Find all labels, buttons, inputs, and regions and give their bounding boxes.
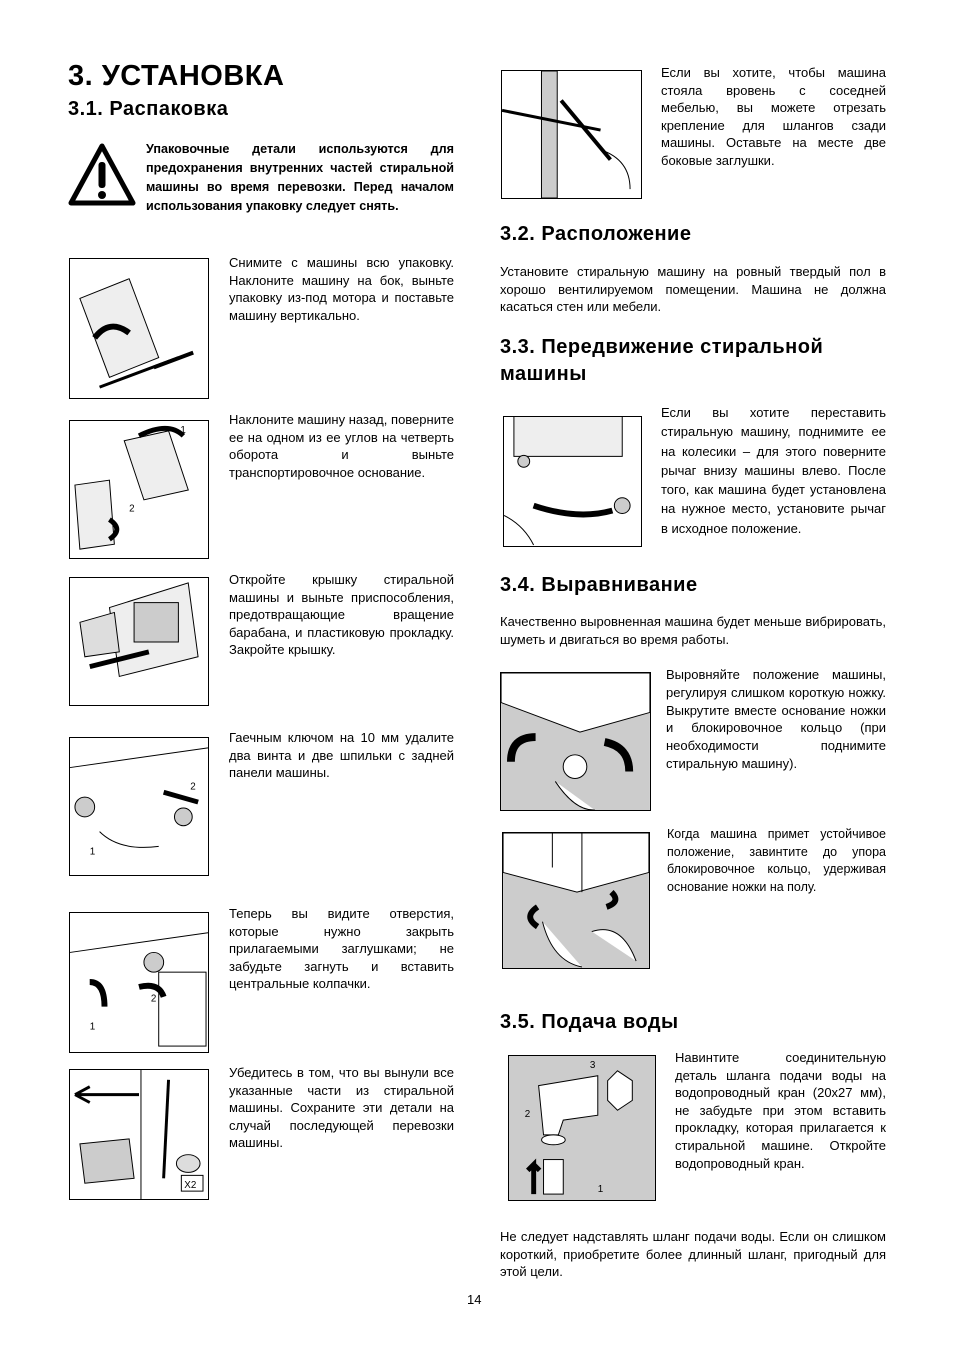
warning-icon [68, 142, 136, 206]
svg-text:2: 2 [150, 993, 157, 1005]
svg-text:2: 2 [190, 781, 196, 793]
svg-text:2: 2 [129, 503, 135, 515]
water-supply-text: Навинтите соединительную деталь шланга подачи воды на водопроводный кран (20x27 мм), не забудьте при этом вставить прокладку, которая прилагается к стиральной машине. Откройте водопроводный кран. [675, 1050, 886, 1171]
step-2-text: Наклоните машину назад, поверните ее на одном из ее углов на четверть оборота и выньте транспортировочное основание. [229, 412, 454, 480]
step-label-3: 3 [589, 1059, 596, 1071]
illustration-adjust-foot [500, 672, 651, 811]
illustration-remove-base [69, 420, 209, 559]
warning-text: Упаковочные детали используются для предохранения внутренних частей стиральной машины во время перевозки. Перед началом использования упаковку следует снять. [146, 142, 454, 213]
illustration-insert-plugs [69, 912, 209, 1053]
illustration-parts-to-keep [69, 1069, 209, 1200]
leveling-intro: Качественно выровненная машина будет меньше вибрировать, шуметь и двигаться во время работы. [500, 614, 886, 647]
water-supply-note: Не следует надставлять шланг подачи воды. Если он слишком короткий, приобретите более длинный шланг, пригодный для этой цели. [500, 1229, 886, 1280]
illustration-remove-packaging [69, 258, 209, 399]
illustration-remove-screws [69, 737, 209, 876]
step-3-text: Откройте крышку стиральной машины и выньте приспособления, предотвращающие вращение барабана, и пластиковую прокладку. Закройте крышку. [229, 572, 454, 658]
svg-text:1: 1 [89, 1021, 96, 1033]
illustration-connect-hose [508, 1055, 656, 1201]
step-6-text: Убедитесь в том, что вы вынули все указанные части из стиральной машины. Сохраните эти детали на случай последующей перевозки машины. [229, 1065, 454, 1151]
quantity-label: X2 [184, 1180, 197, 1192]
page-number: 14 [467, 1292, 482, 1307]
illustration-move-lever [503, 416, 642, 547]
page-title: 3. УСТАНОВКА [68, 60, 285, 92]
leveling-step-2: Когда машина примет устойчивое положение, завинтите до упора блокировочное кольцо, удерживая основание ножки на полу. [667, 827, 886, 894]
section-heading-location: 3.2. Расположение [500, 223, 692, 245]
svg-text:1: 1 [180, 424, 186, 436]
step-1-text: Снимите с машины всю упаковку. Наклоните машину на бок, выньте упаковку из-под мотора и поставьте машину вертикально. [229, 255, 454, 323]
leveling-step-1: Выровняйте положение машины, регулируя слишком короткую ножку. Выкрутите вместе основание ножки и блокировочное кольцо (при необходимости поднимите стиральную машину). [666, 667, 886, 771]
section-heading-leveling: 3.4. Выравнивание [500, 574, 698, 596]
step-label-2: 2 [524, 1109, 531, 1121]
svg-text:1: 1 [89, 846, 96, 858]
step-4-text: Гаечным ключом на 10 мм удалите два винта и две шпильки с задней панели машины. [229, 730, 454, 781]
section-heading-unpacking: 3.1. Распаковка [68, 98, 229, 120]
step-label-1: 1 [597, 1184, 604, 1196]
illustration-tighten-ring [502, 832, 650, 969]
section-heading-water-supply: 3.5. Подача воды [500, 1011, 679, 1033]
moving-text: Если вы хотите переставить стиральную машину, поднимите ее на колесики – для этого поверните рычаг внизу машины влево. После того, как машина будет установлена на нужное место, установите рычаг в исходное положение. [661, 405, 886, 536]
hose-holder-note: Если вы хотите, чтобы машина стояла вровень с соседней мебелью, вы можете отрезать крепление для шлангов сзади машины. Оставьте на месте две боковые заглушки. [661, 65, 886, 168]
illustration-open-lid [69, 577, 209, 706]
section-heading-moving: 3.3. Передвижение стиральной машины [500, 336, 824, 385]
location-text: Установите стиральную машину на ровный твердый пол в хорошо вентилируемом помещении. Машина не должна касаться стен или мебели. [500, 264, 886, 315]
step-5-text: Теперь вы видите отверстия, которые нужно закрыть прилагаемыми заглушками; не забудьте загнуть и вставить центральные колпачки. [229, 906, 454, 992]
illustration-cut-hose-holder [501, 70, 642, 199]
